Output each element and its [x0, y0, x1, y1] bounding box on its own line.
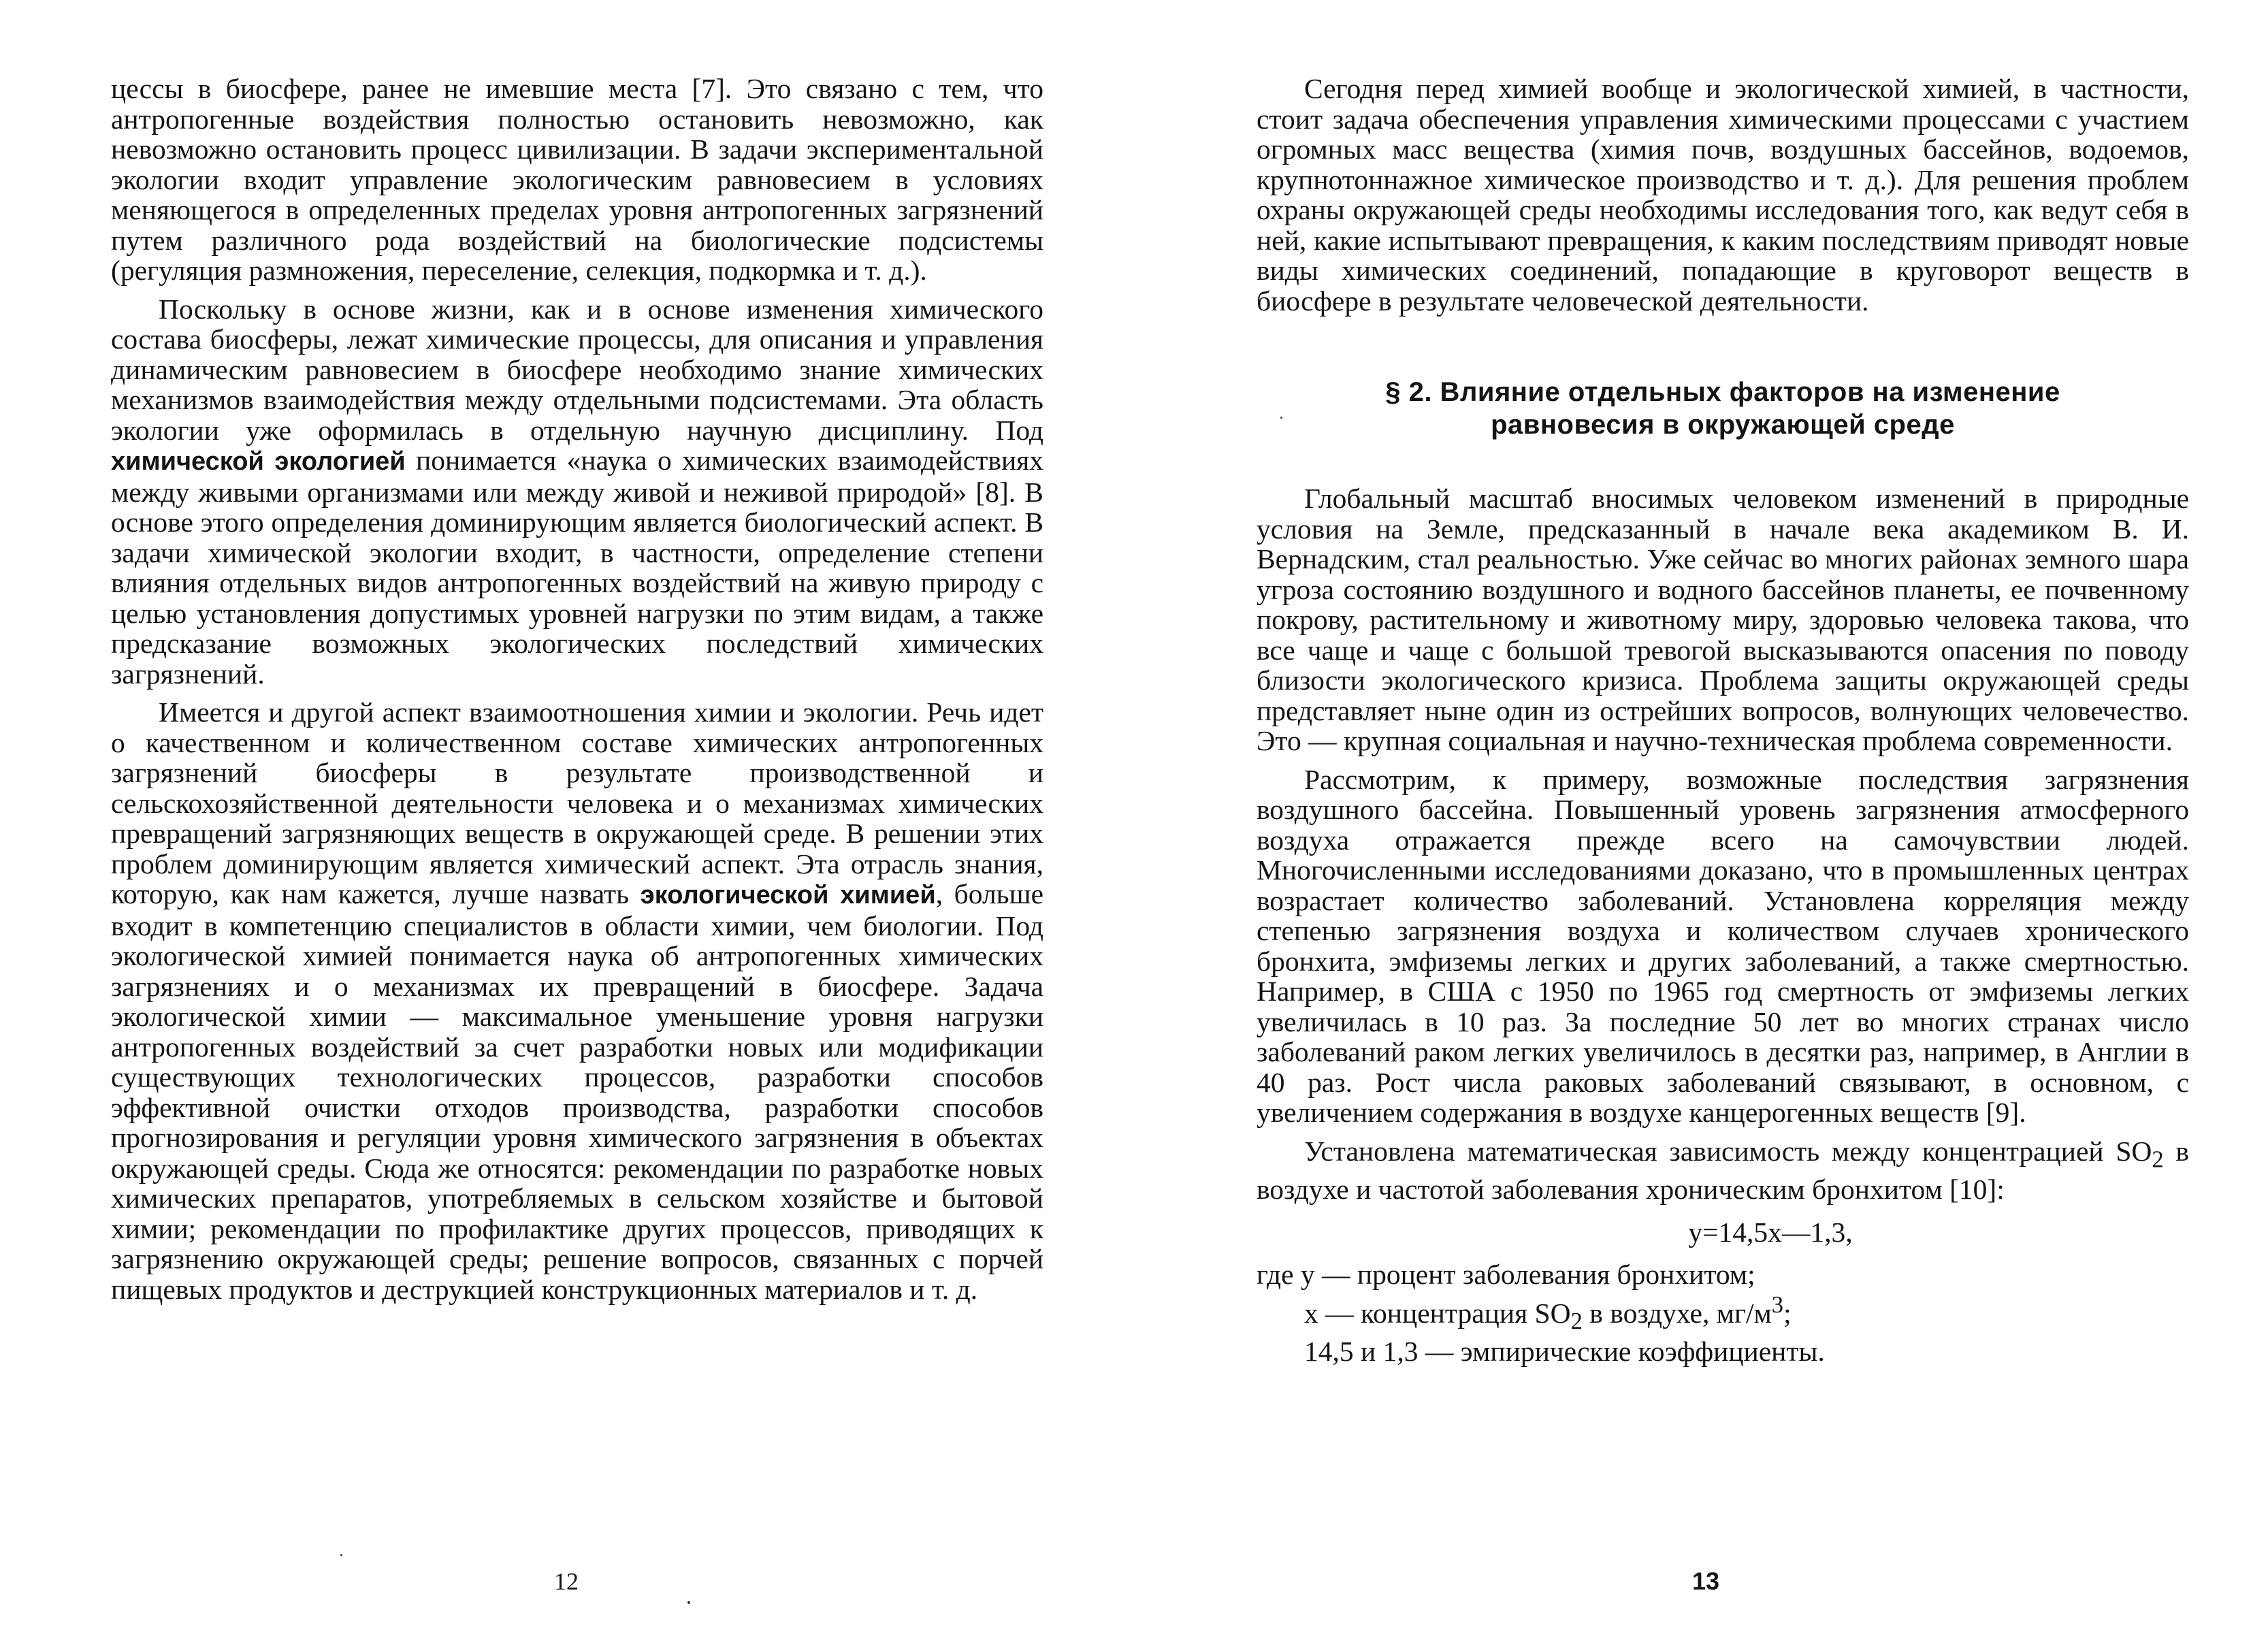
paragraph-text: , больше входит в компетенцию специалистов в области химии, чем биологии. Под экологической химией понимается наука об антропогенных химических загрязнениях и о механизмах их превращений в биосфере. Задача экологической химии — максимальное уменьшение уровня нагрузки антропогенных воздействий за счет разработки новых или модификации существующих технологических процессов, разработки способов эффективной очистки отходов производства, разработки способов прогнозирования и регуляции уровня химического загрязнения в объектах окружающей среды. Сюда же относятся: рекомендации по разработке новых химических препаратов, употребляемых в сельском хозяйстве и бытовой химии; рекомендации по профилактике других процессов, приводящих к загрязнению окружающей среды; решение вопросов, связанных с порчей пищевых продуктов и деструкцией конструкционных материалов и т. д. — [111, 878, 1043, 1305]
right-text-column — [1257, 74, 2189, 1367]
bold-term: экологической химией — [640, 881, 936, 909]
paragraph-text: Имеется и другой аспект взаимоотношения химии и экологии. Речь идет о качественном и количественном составе химических антропогенных загрязнений биосферы в результате производственной и сельскохозяйственной деятельности человека и о механизмах химических превращений загрязняющих веществ в окружающей среде. В решении этих проблем доминирующим является химический аспект. Эта отрасль знания, которую, как нам кажется, лучше назвать — [111, 696, 1043, 909]
paragraph-text: Поскольку в основе жизни, как и в основе изменения химического состава биосферы, лежат химические процессы, для описания и управления динамическим равновесием в биосфере необходимо знание химических механизмов взаимодействия между отдельными подсистемами. Эта область экологии уже оформилась в отдельную научную дисциплину. Под — [111, 293, 1043, 446]
print-speck — [340, 1554, 342, 1556]
left-paragraph-2 — [111, 294, 1043, 690]
right-page — [1134, 0, 2268, 1644]
math-text-before: Установлена математическая зависимость между концентрацией SO — [1304, 1135, 2152, 1167]
print-speck — [687, 1601, 690, 1604]
right-intro-paragraph: Сегодня перед химией вообще и экологической химией, в частности, стоит задача обеспечения управления химическими процессами с участием огромных масс вещества (химия почв, воздушных бассейнов, водоемов, крупнотоннажное химическое производство и т. д.). Для решения проблем охраны окружающей среды необходимы исследования того, как ведут себя в ней, какие испытывают превращения, к каким последствиям приводят новые виды химических соединений, попадающие в круговорот веществ в биосфере в результате человеческой деятельности. — [1257, 73, 2189, 317]
legend-x-end: ; — [1783, 1297, 1792, 1329]
section-heading — [1257, 376, 2189, 441]
paragraph-global-scale: Глобальный масштаб вносимых человеком изменений в природные условия на Земле, предсказанный в начале века академиком В. И. Вернадским, стал реальностью. Уже сейчас во многих районах земного шара угроза состоянию воздушного и водного бассейнов планеты, ее почвенному покрову, растительному и животному миру, здоровью человека такова, что все чаще и чаще с большой тревогой высказываются опасения по поводу близости экологического кризиса. Проблема защиты окружающей среды представляет ныне один из острейших вопросов, волнующих человечество. Это — крупная социальная и научно-техническая проблема современности. — [1257, 483, 2189, 756]
page-number-left: 12 — [554, 1568, 579, 1595]
math-subscript: 2 — [2152, 1146, 2164, 1172]
legend-x-superscript: 3 — [1771, 1291, 1784, 1318]
paragraph-text: цессы в биосфере, ранее не имевшие места [7]. Это связано с тем, что антропогенные воздействия полностью остановить невозможно, как невозможно остановить процесс цивилизации. В задачи экспериментальной экологии входит управление экологическим равновесием в условиях меняющегося в определенных пределах уровня антропогенных загрязнений путем различного рода воздействий на биологические подсистемы (регуляция размножения, переселение, селекция, подкормка и т. д.). — [111, 73, 1043, 286]
legend-line-y: где y — процент заболевания бронхитом; — [1257, 1259, 1755, 1291]
legend-line-x — [1257, 1290, 2189, 1337]
left-paragraph-1 — [111, 74, 1043, 286]
legend-x-after: в воздухе, мг/м — [1582, 1297, 1772, 1329]
legend-x-before: x — концентрация SO — [1304, 1297, 1571, 1329]
section-heading-line-1: § 2. Влияние отдельных факторов на изменение — [1385, 377, 2060, 407]
paragraph-text: понимается «наука о химических взаимодействиях между живыми организмами или между живой и неживой природой» [8]. В основе этого определения доминирующим является биологический аспект. В задачи химической экологии входит, в частности, определение степени влияния отдельных видов антропогенных воздействий на живую природу с целью установления допустимых уровней нагрузки по этим видам, а также предсказание возможных экологических последствий химических загрязнений. — [111, 445, 1043, 690]
left-paragraph-3 — [111, 697, 1043, 1304]
paragraph-math-dependence — [1257, 1136, 2189, 1205]
print-speck — [1280, 417, 1282, 419]
formula: y=14,5x—1,3, — [1688, 1216, 1853, 1248]
legend-line-coefficients: 14,5 и 1,3 — эмпирические коэффициенты. — [1304, 1336, 1825, 1368]
section-heading-line-2: равновесия в окружающей среде — [1491, 410, 1955, 440]
math-text-after: в воздухе и частотой заболевания хроническим бронхитом [10]: — [1257, 1135, 2189, 1206]
page-number-right: 13 — [1691, 1567, 1720, 1595]
paragraph-air-pollution: Рассмотрим, к примеру, возможные последствия загрязнения воздушного бассейна. Повышенный уровень загрязнения атмосферного воздуха отражается прежде всего на самочувствии людей. Многочисленными исследованиями доказано, что в промышленных центрах возрастает количество заболеваний. Установлена корреляция между степенью загрязнения воздуха и количеством случаев хронического бронхита, эмфиземы легких и других заболеваний, а также смертностью. Например, в США с 1950 по 1965 год смертность от эмфиземы легких увеличилась в 10 раз. За последние 50 лет во многих странах число заболеваний раком легких увеличилось в десятки раз, например, в Англии в 40 раз. Рост числа раковых заболеваний связывают, в основном, с увеличением содержания в воздухе канцерогенных веществ [9]. — [1257, 763, 2189, 1128]
legend-x-subscript: 2 — [1570, 1308, 1583, 1334]
left-text-column — [111, 74, 1043, 1304]
bold-term: химической экологией — [111, 447, 406, 476]
